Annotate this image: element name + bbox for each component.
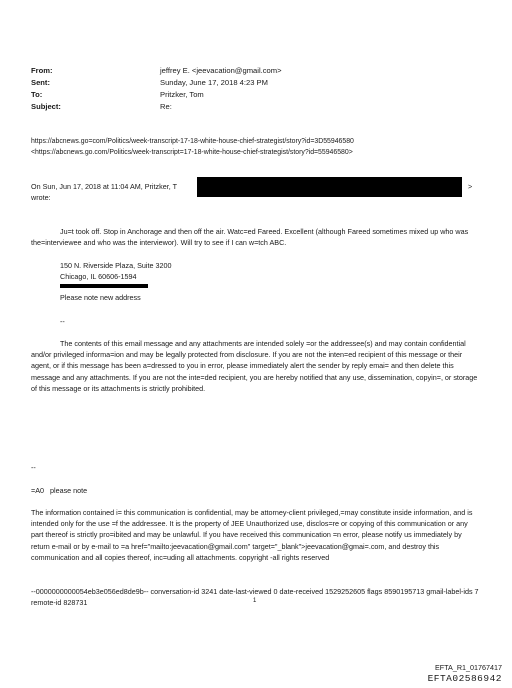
from-label: From: bbox=[31, 66, 53, 75]
separator-1: -- bbox=[60, 317, 65, 326]
sent-value: Sunday, June 17, 2018 4:23 PM bbox=[160, 78, 268, 87]
redaction-line bbox=[60, 284, 148, 288]
to-label: To: bbox=[31, 90, 43, 99]
signoff-line: =A0 please note bbox=[31, 486, 88, 495]
to-value: Pritzker, Tom bbox=[160, 90, 204, 99]
header-from-row bbox=[31, 66, 282, 76]
separator-2: -- bbox=[31, 463, 36, 472]
quote-intro-line: On Sun, Jun 17, 2018 at 11:04 AM, Pritzker, T bbox=[31, 182, 177, 191]
disclaimer-1: The contents of this email message and any attachments are intended solely =or the addressee(s) and may contain confidential and/or privileged informa=ion and may be legally protected from disclosure. If you are not the inten=ed recipient of this message or their agent, or if this message has been a=dressed to you in error, please immediately alert the sender by reply emai= and then delete this message and any attachments. If you are not the inte=ded recipient, you are hereby notified that any use, dissemination, copyin=, or storage of this message or its attachments is strictly prohibited. bbox=[31, 339, 478, 393]
header-to-row bbox=[31, 90, 204, 100]
header-subject-row bbox=[31, 102, 172, 112]
message-body: Ju=t took off. Stop in Anchorage and then off the air. Watc=ed Fareed. Excellent (although Fareed sometimes mixed up who was the=interviewee and who was the interviewor). Will try to see if I can w=tch ABC. bbox=[31, 227, 469, 248]
page-number: 1 bbox=[253, 598, 257, 604]
address-note: Please note new address bbox=[60, 293, 141, 302]
link-line-2: <https://abcnews.go.com/Politics/week-transcript=17-18-white-house-chief-strategist/story?id=55946580> bbox=[31, 149, 353, 156]
address-line-1: 150 N. Riverside Plaza, Suite 3200 bbox=[60, 261, 172, 270]
quote-intro-tail: > bbox=[468, 182, 473, 191]
footer-id-2: EFTA02586942 bbox=[427, 673, 502, 684]
sent-label: Sent: bbox=[31, 78, 50, 87]
disclaimer-2: The information contained i= this communication is confidential, may be attorney-client privileged,=may constitute inside information, and is intended only for the use =f the addressee. It is the property of JEE Unauthorized use, disclos=re or copying of this communication or any part thereof is strictly pro=ibited and may be unlawful. If you have received this communication =n error, please notify us immediately by return e-mail or by e-mail to =a href="mailto:jeevacation@gmail.com" target="_blank">jeevacation@gmai=.com, and destroy this communication and all copies thereof, inc=uding all attachments. copyright -all rights reserved bbox=[31, 508, 473, 562]
header-sent-row bbox=[31, 78, 268, 88]
footer-id-1: EFTA_R1_01767417 bbox=[435, 663, 502, 672]
subject-label: Subject: bbox=[31, 102, 61, 111]
metadata-line: --0000000000054eb3e056ed8de9b-- conversation-id 3241 date-last-viewed 0 date-received 1529252605 flags 8590195713 gmail-label-ids 7 remote-id 828731 bbox=[31, 587, 479, 608]
from-value: jeffrey E. <jeevacation@gmail.com> bbox=[160, 66, 282, 75]
link-line-1: https://abcnews.go=com/Politics/week-transcript-17-18-white-house-chief-strategist/story?id=3D55946580 bbox=[31, 138, 354, 145]
subject-value: Re: bbox=[160, 102, 172, 111]
address-line-2: Chicago, IL 60606-1594 bbox=[60, 272, 137, 281]
quote-intro-wrote: wrote: bbox=[31, 193, 51, 202]
redaction-box bbox=[197, 177, 462, 197]
